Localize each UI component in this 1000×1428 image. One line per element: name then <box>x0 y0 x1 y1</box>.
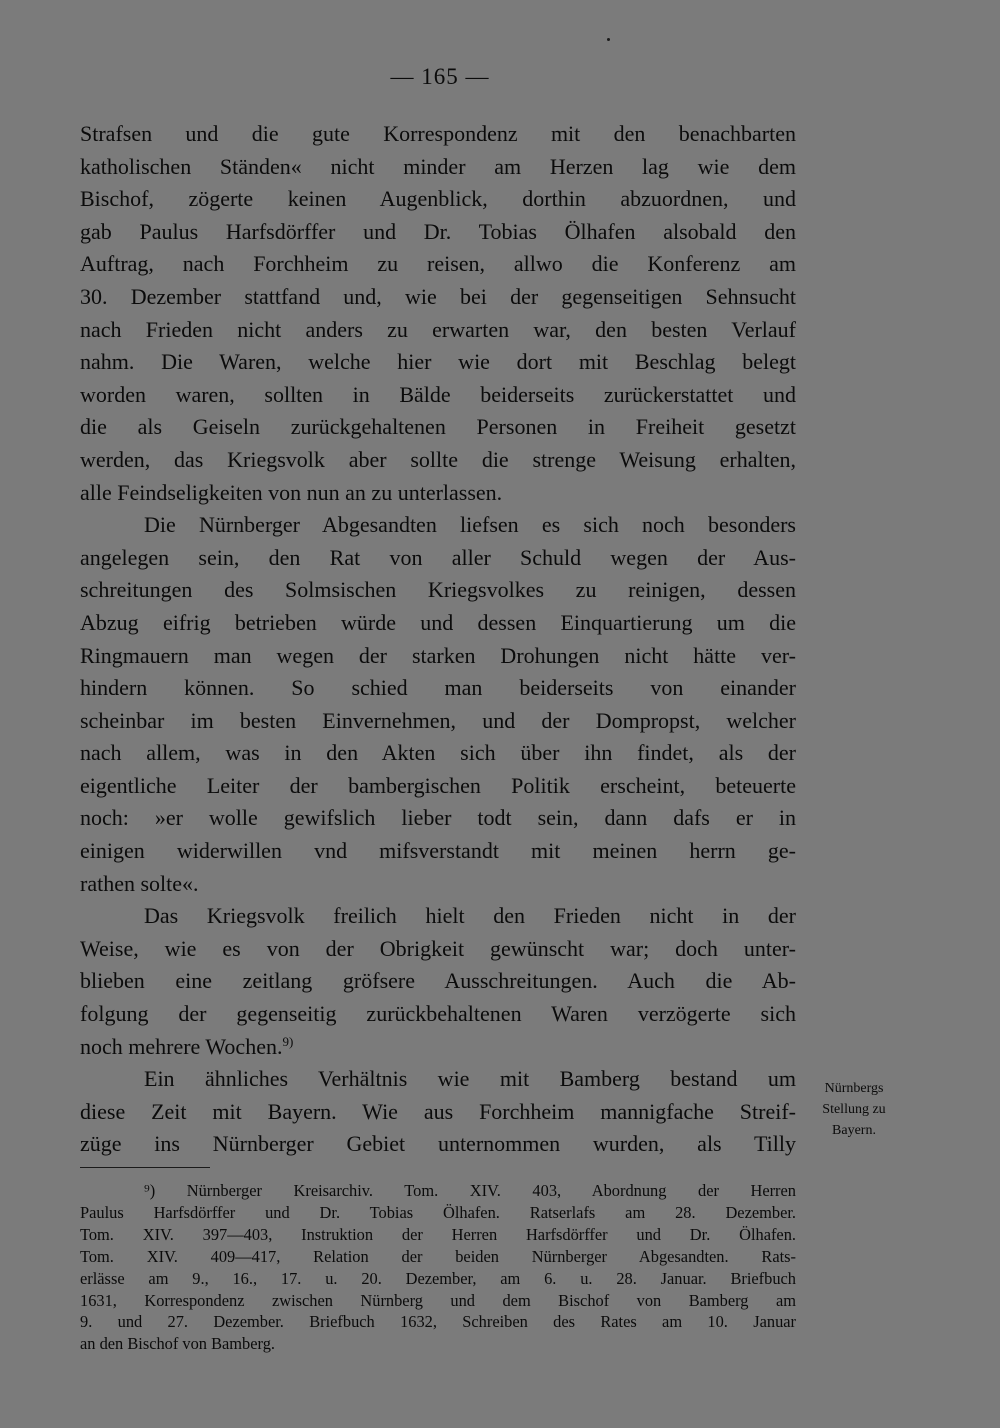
footnote-line: Paulus Harfsdörffer und Dr. Tobias Ölhafen. Ratserlafs am 28. Dezember. <box>80 1202 796 1222</box>
text-line: nach allem, was in den Akten sich über ihn findet, als der <box>80 740 796 766</box>
text-line: scheinbar im besten Einvernehmen, und der Dompropst, welcher <box>80 707 796 733</box>
text-line: nahm. Die Waren, welche hier wie dort mit Beschlag belegt <box>80 349 796 375</box>
footnote-line: 9. und 27. Dezember. Briefbuch 1632, Schreiben des Rates am 10. Januar <box>80 1312 796 1332</box>
text-line: Weise, wie es von der Obrigkeit gewünscht war; doch unter- <box>80 935 796 961</box>
text-line: 30. Dezember stattfand und, wie bei der gegenseitigen Sehnsucht <box>80 283 796 309</box>
text-line: alle Feindseligkeiten von nun an zu unterlassen. <box>80 479 503 505</box>
text-line: schreitungen des Solmsischen Kriegsvolkes zu reinigen, dessen <box>80 577 796 603</box>
text-line-with-footnote <box>80 1031 796 1064</box>
text-line: Auftrag, nach Forchheim zu reisen, allwo die Konferenz am <box>80 251 796 277</box>
footnote-line: an den Bischof von Bamberg. <box>80 1334 275 1354</box>
footnote-line: Tom. XIV. 397—403, Instruktion der Herren Harfsdörffer und Dr. Ölhafen. <box>80 1224 796 1244</box>
text-line: noch: »er wolle gewifslich lieber todt sein, dann dafs er in <box>80 805 796 831</box>
marginal-note-line: Bayern. <box>832 1123 876 1138</box>
text-line: einigen widerwillen vnd mifsverstandt mit meinen herrn ge- <box>80 838 796 864</box>
footnote-line: 1631, Korrespondenz zwischen Nürnberg und dem Bischof von Bamberg am <box>80 1290 796 1310</box>
text-line: rathen solte«. <box>80 870 199 896</box>
text-line: hindern können. So schied man beiderseits von einander <box>80 675 796 701</box>
footnote-line: erlässe am 9., 16., 17. u. 20. Dezember, am 6. u. 28. Januar. Briefbuch <box>80 1268 796 1288</box>
page-number: — 165 — <box>390 64 490 89</box>
text-line: Ein ähnliches Verhältnis wie mit Bamberg bestand um <box>144 1066 796 1092</box>
text-line: Abzug eifrig betrieben würde und dessen Einquartierung um die <box>80 609 796 635</box>
text-line: noch mehrere Wochen. <box>80 1033 283 1059</box>
footnote-divider <box>80 1167 210 1168</box>
marginal-note-line: Nürnbergs <box>824 1081 884 1096</box>
marginal-note-line: Stellung zu <box>822 1102 886 1117</box>
text-line: Das Kriegsvolk freilich hielt den Frieden nicht in der <box>144 903 796 929</box>
text-line: Die Nürnberger Abgesandten liefsen es sich noch besonders <box>144 512 796 538</box>
text-line: züge ins Nürnberger Gebiet unternommen wurden, als Tilly <box>80 1131 796 1157</box>
text-line: nach Frieden nicht anders zu erwarten war, den besten Verlauf <box>80 316 796 342</box>
text-line: diese Zeit mit Bayern. Wie aus Forchheim mannigfache Streif- <box>80 1098 796 1124</box>
text-line: eigentliche Leiter der bambergischen Politik erscheint, beteuerte <box>80 772 796 798</box>
body-text <box>80 118 796 1161</box>
text-line: Bischof, zögerte keinen Augenblick, dorthin abzuordnen, und <box>80 186 796 212</box>
print-speck <box>607 38 610 41</box>
text-line: folgung der gegenseitig zurückbehaltenen Waren verzögerte sich <box>80 1001 796 1027</box>
text-line: worden waren, sollten in Bälde beiderseits zurückerstattet und <box>80 381 796 407</box>
text-line: die als Geiseln zurückgehaltenen Personen in Freiheit gesetzt <box>80 414 796 440</box>
text-line: Strafsen und die gute Korrespondenz mit den benachbarten <box>80 121 796 146</box>
text-line: werden, das Kriegsvolk aber sollte die strenge Weisung erhalten, <box>80 446 796 472</box>
marginal-note <box>806 1078 902 1141</box>
text-line: katholischen Ständen« nicht minder am Herzen lag wie dem <box>80 153 796 179</box>
footnote-line: Tom. XIV. 409—417, Relation der beiden Nürnberger Abgesandten. Rats- <box>80 1246 796 1266</box>
text-line: blieben eine zeitlang gröfsere Ausschreitungen. Auch die Ab- <box>80 968 796 994</box>
text-line: Ringmauern man wegen der starken Drohungen nicht hätte ver- <box>80 642 796 668</box>
text-line: angelegen sein, den Rat von aller Schuld wegen der Aus- <box>80 544 796 570</box>
text-line: gab Paulus Harfsdörffer und Dr. Tobias Ölhafen alsobald den <box>80 218 796 244</box>
footnotes <box>80 1180 796 1355</box>
footnote-line: ⁹) Nürnberger Kreisarchiv. Tom. XIV. 403, Abordnung der Herren <box>144 1181 796 1200</box>
footnote-reference: 9) <box>282 1033 294 1049</box>
